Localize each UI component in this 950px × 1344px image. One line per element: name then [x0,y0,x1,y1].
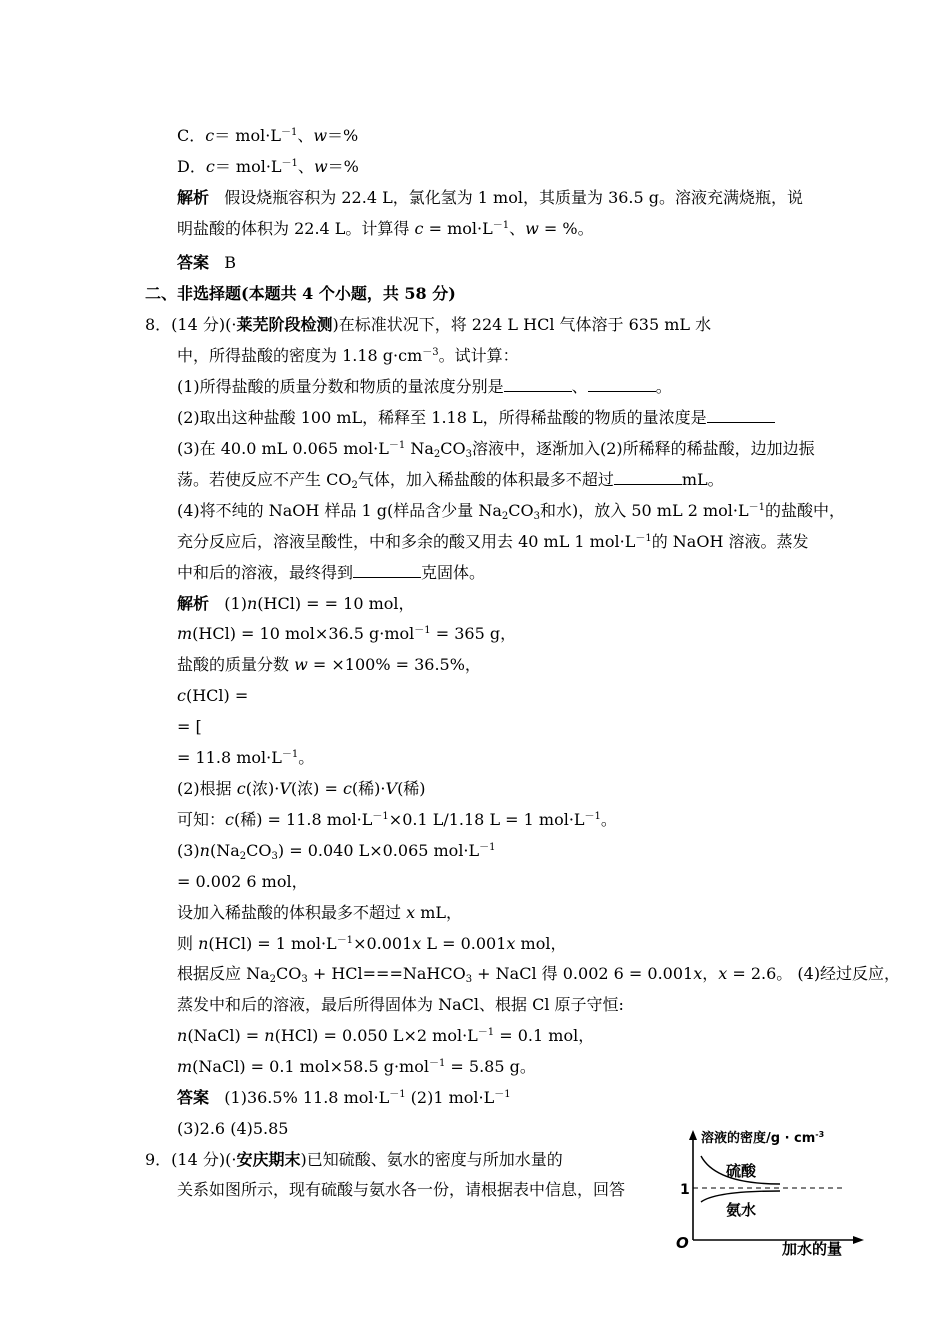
curve-label-sulfuric-acid: 硫酸 [726,1162,757,1180]
q8-explanation-s2: m(HCl) = 10 mol×36.5 g·mol$^{-1}$ = 365 g， [177,624,517,643]
answer-blank [353,563,421,578]
q8-explanation-s6: = 11.8 $mol\cdot L^{-1}$。 [177,748,315,767]
q8-explanation-s1: 解析 (1)n(HCl) = = 10 mol， [177,594,415,613]
q8-explanation-s15: n(NaCl) = n(HCl) = 0.050 L×2 $mol\cdot L^{-1} = 0.1$ mol， [177,1026,595,1045]
q8-answer-line1: 答案 (1)36.5% 11.8 $mol\cdot L^{-1}$ (2)1 $mol\cdot L^{-1}$ [177,1088,511,1107]
answer-blank [588,377,656,392]
q8-explanation-s13: 根据反应 $Na_2CO_3$ + HCl===NaHCO$_3$ + NaCl 得 0.002 6 = 0.001x，x = 2.6。 (4)经过反应， [177,964,901,985]
q9-stem-line1: 9．(14 分)(·安庆期末)已知硫酸、氨水的密度与所加水量的 [145,1150,563,1169]
q7-explanation-line1: 解析 假设烧瓶容积为 22.4 L，氯化氢为 1 mol，其质量为 36.5 g。溶液充满烧瓶，说 [177,188,804,207]
answer-blank [707,408,775,423]
section-heading: 二、非选择题(本题共 4 个小题，共 58 分) [145,284,456,303]
q8-part1: (1)所得盐酸的质量分数和物质的量浓度分别是 、 。 [177,377,672,396]
q8-part4-line3: 中和后的溶液，最终得到 克固体。 [177,563,486,582]
q7-answer: 答案 B [177,253,237,272]
q8-part2: (2)取出这种盐酸 100 mL，稀释至 1.18 L，所得稀盐酸的物质的量浓度是 [177,408,775,428]
q8-explanation-s8: 可知：c(稀) = 11.8 $mol\cdot L^{-1}\times 0.1$ L/1.18 L = 1 $mol\cdot L^{-1}$。 [177,810,617,829]
q8-explanation-s7: (2)根据 c(浓)·V(浓) = c(稀)·V(稀) [177,779,426,798]
q8-part4-line2: 充分反应后，溶液呈酸性，中和多余的酸又用去 40 mL 1 $mol\cdot L^{-1}$的 NaOH 溶液。蒸发 [177,532,809,551]
q8-explanation-s14: 蒸发中和后的溶液，最后所得固体为 NaCl、根据 Cl 原子守恒: [177,995,624,1014]
q8-explanation-s4: c(HCl) = [177,686,249,705]
curve-label-ammonia: 氨水 [726,1201,757,1219]
q8-part4-line1: (4)将不纯的 NaOH 样品 1 g(样品含少量 $Na_2CO_3$和水)，放入 50 mL 2 $mol\cdot L^{-1}$的盐酸中， [177,501,845,522]
origin-label: O [676,1234,689,1252]
q8-explanation-s9: $(3)n(Na_2CO_3) = 0.040$ L×0.065 $mol\cdot L^{-1}$ [177,841,496,862]
option-d: D．$c= mol\cdot L^{-1}$、w＝% [177,157,359,176]
q8-part3-line1: (3)在 40.0 mL 0.065 $mol\cdot L^{-1}$ $Na_2CO_3$溶液中，逐渐加入(2)所稀释的稀盐酸，边加边振 [177,439,815,460]
q7-explanation-line2: 明盐酸的体积为 22.4 L。计算得 $c = mol\cdot L^{-1}$、w = %。 [177,219,594,238]
q8-part3-line2: 荡。若使反应不产生 $CO_2$气体，加入稀盐酸的体积最多不超过 mL。 [177,470,724,491]
y-axis-label: 溶液的密度$/g \cdot cm^{-3}$ [701,1130,825,1146]
q8-explanation-s12: 则 n(HCl) = 1 $mol\cdot L^{-1}\times 0.001x$ L = 0.001x mol， [177,934,567,953]
y-tick-label: 1 [680,1182,690,1198]
x-axis-arrow-icon [853,1236,864,1244]
y-axis-arrow-icon [689,1130,697,1140]
q8-explanation-s10: = 0.002 6 mol， [177,872,308,891]
q8-explanation-s11: 设加入稀盐酸的体积最多不超过 x mL， [177,903,463,922]
q8-stem-line2: 中，所得盐酸的密度为 1.18 $g\cdot cm^{-3}$。试计算： [177,346,519,365]
x-axis-label: 加水的量 [782,1240,843,1258]
q8-explanation-s5: = [ [177,717,202,736]
answer-blank [614,470,682,485]
answer-blank [504,377,572,392]
q8-answer-line2: (3)2.6 (4)5.85 [177,1119,289,1138]
q8-explanation-s3: 盐酸的质量分数 w = ×100% = 36.5%， [177,655,481,674]
q9-stem-line2: 关系如图所示，现有硫酸与氨水各一份，请根据表中信息，回答 [177,1180,626,1199]
q8-stem-line1: 8．(14 分)(·莱芜阶段检测)在标准状况下，将 224 L HCl 气体溶于 635 mL 水 [145,315,712,334]
density-graph [668,1122,880,1258]
option-c: C．$c= mol\cdot L^{-1}$、w＝% [177,126,359,145]
q8-explanation-s16: m(NaCl) = 0.1 mol×58.5 g·mol$^{-1}$ = 5.85 g。 [177,1057,536,1076]
